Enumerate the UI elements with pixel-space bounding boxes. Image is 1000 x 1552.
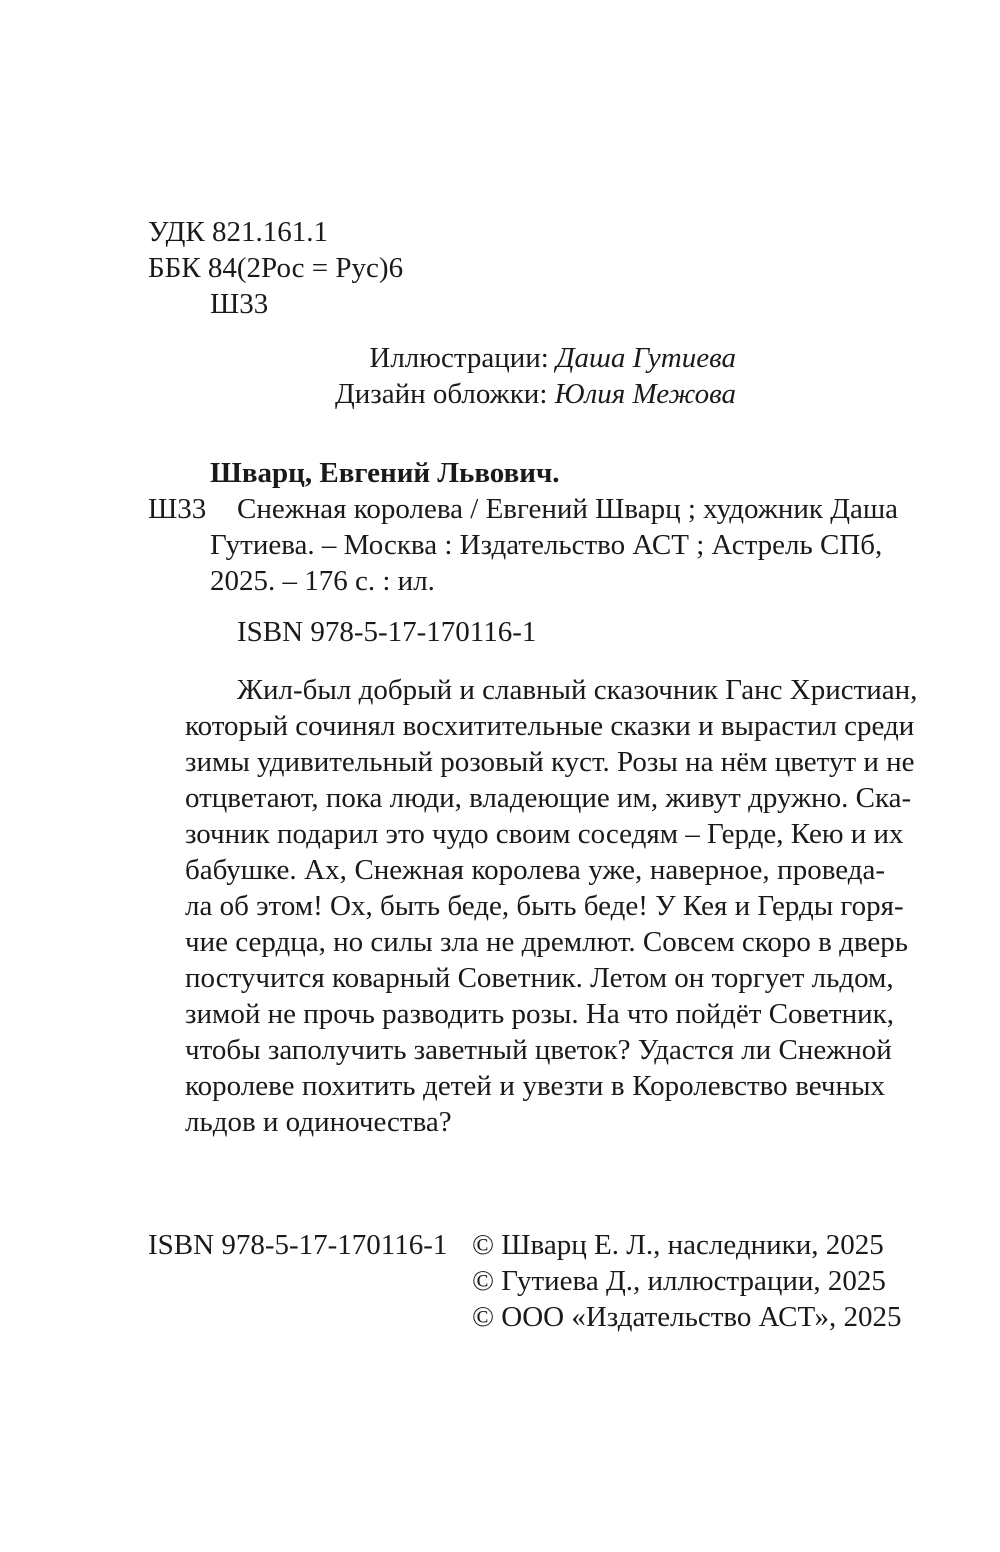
annotation-line: чие сердца, но силы зла не дремлют. Совсем скоро в дверь (185, 926, 908, 958)
annotation-line: Жил-был добрый и славный сказочник Ганс Христиан, (237, 674, 918, 706)
record-line-3: 2025. – 176 с. : ил. (210, 565, 435, 597)
udk-code: УДК 821.161.1 (148, 216, 328, 248)
annotation-line: зимы удивительный розовый куст. Розы на нём цветут и не (185, 746, 915, 778)
annotation-line: чтобы заполучить заветный цветок? Удастся ли Снежной (185, 1034, 892, 1066)
copyright-author: © Шварц Е. Л., наследники, 2025 (472, 1229, 884, 1261)
author-sign: Ш33 (210, 288, 269, 320)
cover-design-credit (335, 376, 736, 412)
record-line-2: Гутиева. – Москва : Издательство АСТ ; Астрель СПб, (210, 529, 883, 561)
annotation-line: королеве похитить детей и увезти в Королевство вечных (185, 1070, 885, 1102)
annotation-line: льдов и одиночества? (185, 1106, 452, 1138)
copyright-illustrator: © Гутиева Д., иллюстрации, 2025 (472, 1265, 886, 1297)
annotation-line: который сочинял восхитительные сказки и вырастил среди (185, 710, 915, 742)
bbk-code: ББК 84(2Рос = Рус)6 (148, 252, 404, 284)
author-heading: Шварц, Евгений Львович. (210, 457, 560, 489)
annotation-line: отцветают, пока люди, владеющие им, живут дружно. Ска- (185, 782, 912, 814)
cover-design-label: Дизайн обложки: (334, 378, 548, 410)
footer-isbn: ISBN 978-5-17-170116-1 (148, 1229, 448, 1261)
copyright-publisher: © ООО «Издательство АСТ», 2025 (472, 1301, 902, 1333)
record-line-1: Снежная королева / Евгений Шварц ; художник Даша (237, 493, 899, 525)
annotation-line: постучится коварный Советник. Летом он торгует льдом, (185, 962, 894, 994)
annotation-line: бабушке. Ах, Снежная королева уже, наверное, проведа- (185, 854, 885, 886)
record-isbn: ISBN 978-5-17-170116-1 (237, 616, 537, 648)
annotation-line: ла об этом! Ох, быть беде, быть беде! У Кея и Герды горя- (185, 890, 904, 922)
annotation-line: зочник подарил это чудо своим соседям – Герде, Кею и их (185, 818, 904, 850)
record-sign: Ш33 (148, 493, 207, 525)
annotation (185, 672, 918, 1140)
illustrator-name: Даша Гутиева (556, 342, 736, 374)
illustrations-label: Иллюстрации: (369, 342, 549, 374)
illustrations-credit (369, 340, 736, 376)
cover-designer-name: Юлия Межова (554, 378, 736, 410)
annotation-line: зимой не прочь разводить розы. На что пойдёт Советник, (185, 998, 894, 1030)
